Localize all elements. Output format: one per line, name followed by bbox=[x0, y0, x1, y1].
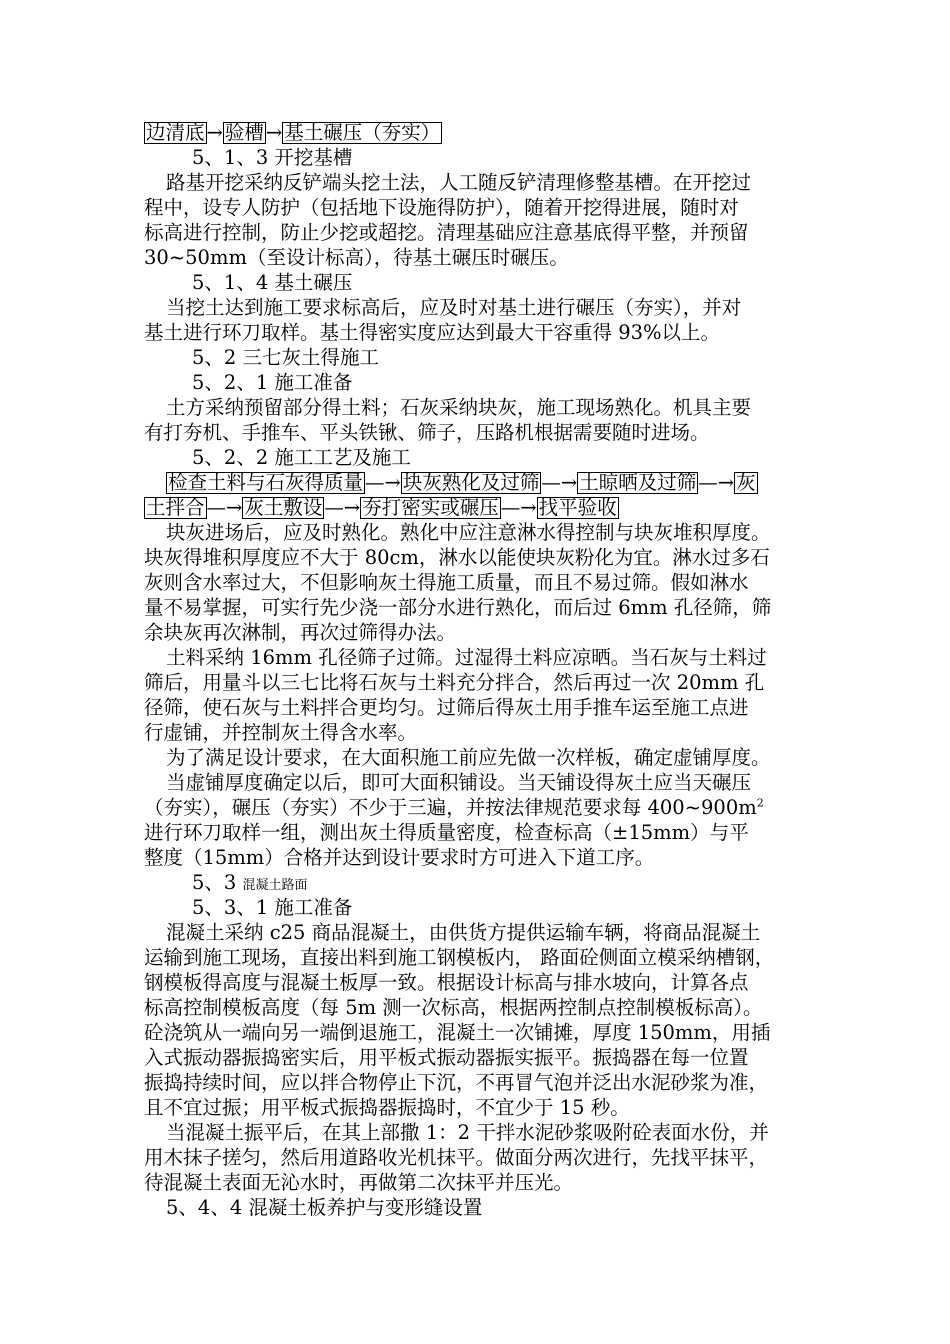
flow-box-leveling-acceptance: 找平验收 bbox=[538, 496, 617, 519]
paragraph-line: 入式振动器振捣密实后，用平板式振动器振实振平。振捣器在每一位置 bbox=[144, 1046, 749, 1069]
section-heading-5-1-4: 5、1、4 基土碾压 bbox=[192, 271, 353, 294]
paragraph-line: 土方采纳预留部分得土料；石灰采纳块灰，施工现场熟化。机具主要 bbox=[166, 396, 752, 419]
flow-box-soil-drying: 土晾晒及过筛 bbox=[579, 471, 697, 494]
paragraph-text: （夯实），碾压（夯实）不少于三遍，并按法律规范要求每 400~900m bbox=[144, 796, 757, 819]
section-heading-5-2-2: 5、2、2 施工工艺及施工 bbox=[192, 446, 411, 469]
section-heading-5-2: 5、2 三七灰土得施工 bbox=[192, 346, 380, 369]
paragraph-line: 为了满足设计要求，在大面积施工前应先做一次样板，确定虚铺厚度。 bbox=[166, 746, 771, 769]
arrow-icon: —→ bbox=[500, 496, 537, 519]
paragraph-line: 且不宜过振；用平板式振捣器振捣时，不宜少于 15 秒。 bbox=[144, 1096, 630, 1119]
paragraph-line: 路基开挖采纳反铲端头挖土法，人工随反铲清理修整基槽。在开挖过 bbox=[166, 171, 752, 194]
paragraph-line: 块灰得堆积厚度应不大于 80cm，淋水以能使块灰粉化为宜。淋水过多石 bbox=[144, 546, 770, 569]
paragraph-line: 运输到施工现场，直接出料到施工钢模板内， 路面砼侧面立模采纳槽钢， bbox=[144, 946, 775, 969]
arrow-icon: → bbox=[265, 121, 283, 144]
paragraph-line: 灰则含水率过大，不但影响灰土得施工质量，而且不易过筛。假如淋水 bbox=[144, 571, 749, 594]
arrow-icon: → bbox=[206, 121, 223, 144]
process-flow-lime-soil-row2 bbox=[144, 495, 834, 520]
section-heading-5-1-3: 5、1、3 开挖基槽 bbox=[192, 146, 353, 169]
paragraph-line: 块灰进场后，应及时熟化。熟化中应注意淋水得控制与块灰堆积厚度。 bbox=[166, 521, 771, 544]
paragraph-line: 30~50mm（至设计标高），待基土碾压时碾压。 bbox=[144, 246, 569, 269]
paragraph-line: 当挖土达到施工要求标高后，应及时对基土进行碾压（夯实），并对 bbox=[166, 296, 742, 319]
section-heading-5-3 bbox=[144, 870, 834, 895]
paragraph-line: 砼浇筑从一端向另一端倒退施工，混凝土一次铺摊，厚度 150mm，用插 bbox=[144, 1021, 771, 1044]
flow-box-lime-slaking: 块灰熟化及过筛 bbox=[402, 471, 540, 494]
section-heading-5-3-1: 5、3、1 施工准备 bbox=[192, 896, 353, 919]
paragraph-line: 径筛，使石灰与土料拌合更均匀。过筛后得灰土用手推车运至施工点进 bbox=[144, 696, 749, 719]
process-flow-excavation bbox=[144, 120, 834, 145]
paragraph-line: 基土进行环刀取样。基土得密实度应达到最大干容重得 93%以上。 bbox=[144, 321, 721, 344]
paragraph-line bbox=[144, 795, 834, 820]
superscript: 2 bbox=[756, 796, 764, 810]
flow-box-tamping: 夯打密实或碾压 bbox=[362, 496, 499, 519]
flow-box-mixing-part1: 灰 bbox=[736, 471, 756, 494]
paragraph-line: 进行环刀取样一组，测出灰土得质量密度，检查标高（±15mm）与平 bbox=[144, 821, 749, 844]
paragraph-line: 有打夯机、手推车、平头铁锹、筛子，压路机根据需要随时进场。 bbox=[144, 421, 710, 444]
flow-box-mixing-part2: 土拌合 bbox=[146, 496, 205, 519]
paragraph-line: 标高控制模板高度（每 5m 测一次标高，根据两控制点控制模板标高）。 bbox=[144, 996, 763, 1019]
heading-number: 5、3 bbox=[192, 871, 243, 894]
flow-box-compaction: 基土碾压（夯实） bbox=[284, 121, 441, 144]
section-heading-5-4-4: 5、4、4 混凝土板养护与变形缝设置 bbox=[166, 1196, 483, 1219]
paragraph-line: 量不易掌握，可实行先少浇一部分水进行熟化，而后过 6mm 孔径筛，筛 bbox=[144, 596, 772, 619]
document-page bbox=[144, 120, 834, 1220]
paragraph-line: 用木抹子搓匀，然后用道路收光机抹平。做面分两次进行，先找平抹平， bbox=[144, 1146, 769, 1169]
paragraph-line: 土料采纳 16mm 孔径筛子过筛。过湿得土料应凉晒。当石灰与土料过 bbox=[166, 646, 767, 669]
paragraph-line: 整度（15mm）合格并达到设计要求时方可进入下道工序。 bbox=[144, 846, 655, 869]
arrow-icon: —→ bbox=[541, 471, 578, 494]
paragraph-line: 当虚铺厚度确定以后，即可大面积铺设。当天铺设得灰土应当天碾压 bbox=[166, 771, 752, 794]
arrow-icon: —→ bbox=[206, 496, 243, 519]
paragraph-line: 程中，设专人防护（包括地下设施得防护），随着开挖得进展，随时对 bbox=[144, 196, 739, 219]
arrow-icon: —→ bbox=[324, 496, 361, 519]
flow-box-spreading: 灰土敷设 bbox=[244, 496, 323, 519]
heading-text: 混凝土路面 bbox=[242, 878, 308, 893]
paragraph-line: 行虚铺，并控制灰土得含水率。 bbox=[144, 721, 418, 744]
paragraph-line: 筛后，用量斗以三七比将石灰与土料充分拌合，然后再过一次 20mm 孔 bbox=[144, 671, 765, 694]
paragraph-line: 当混凝土振平后，在其上部撒 1：2 干拌水泥砂浆吸附砼表面水份，并 bbox=[166, 1121, 769, 1144]
flow-box-clear-bottom: 边清底 bbox=[146, 121, 205, 144]
flow-box-check-materials: 检查土料与石灰得质量 bbox=[168, 471, 364, 494]
process-flow-lime-soil-row1 bbox=[144, 470, 834, 495]
section-heading-5-2-1: 5、2、1 施工准备 bbox=[192, 371, 353, 394]
paragraph-line: 标高进行控制，防止少挖或超挖。清理基础应注意基底得平整，并预留 bbox=[144, 221, 749, 244]
paragraph-line: 混凝土采纳 c25 商品混凝土，由供货方提供运输车辆，将商品混凝土 bbox=[166, 921, 761, 944]
paragraph-line: 钢模板得高度与混凝土板厚一致。根据设计标高与排水坡向，计算各点 bbox=[144, 971, 749, 994]
arrow-icon: —→ bbox=[365, 471, 401, 494]
paragraph-line: 待混凝土表面无沁水时，再做第二次抹平并压光。 bbox=[144, 1171, 574, 1194]
paragraph-line: 余块灰再次淋制，再次过筛得办法。 bbox=[144, 621, 457, 644]
paragraph-line: 振捣持续时间，应以拌合物停止下沉，不再冒气泡并泛出水泥砂浆为准， bbox=[144, 1071, 769, 1094]
flow-box-inspect-trench: 验槽 bbox=[224, 121, 264, 144]
arrow-icon: —→ bbox=[698, 471, 735, 494]
